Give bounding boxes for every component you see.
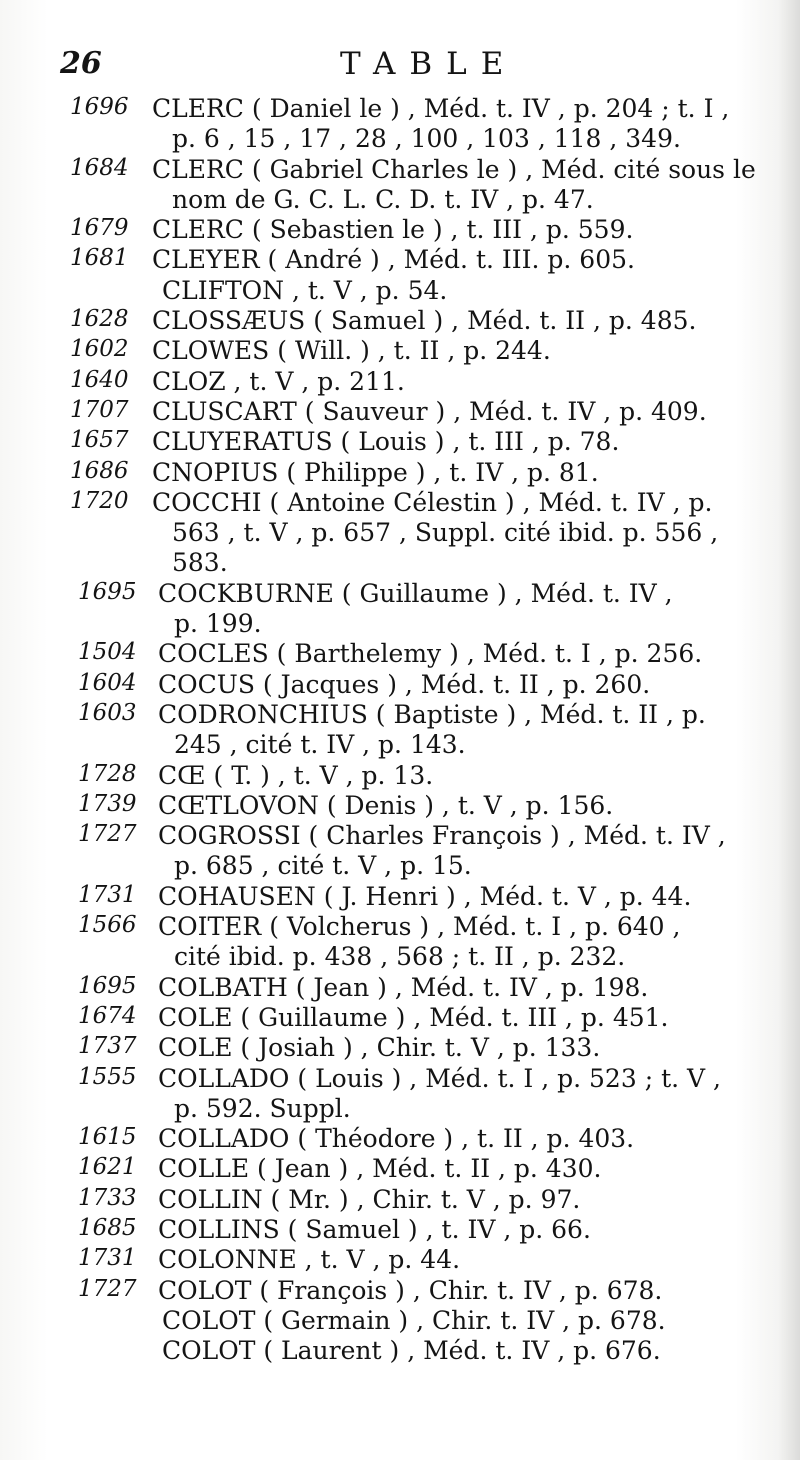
entry-heading-line: COLOT ( François ) , Chir. t. IV , p. 678.: [158, 1275, 663, 1305]
entry-year: 1695: [78, 972, 137, 999]
entry-year: 1621: [78, 1154, 137, 1181]
index-entry: [0, 882, 800, 912]
entry-year: 1566: [78, 912, 137, 939]
index-entry: [0, 397, 800, 427]
entry-year: 1695: [78, 578, 137, 605]
entry-heading-line: COITER ( Volcherus ) , Méd. t. I , p. 640 ,: [158, 912, 681, 942]
index-entry: [0, 1306, 800, 1336]
entry-heading-line: CNOPIUS ( Philippe ) , t. IV , p. 81.: [152, 457, 599, 487]
entry-heading-line: COLLADO ( Louis ) , Méd. t. I , p. 523 ; t. V ,: [158, 1063, 721, 1093]
entry-year: 1674: [78, 1002, 137, 1029]
entry-heading-line: CLOSSÆUS ( Samuel ) , Méd. t. II , p. 485.: [152, 306, 697, 336]
entry-year: 1727: [78, 1275, 137, 1302]
entry-year: 1731: [78, 881, 137, 908]
entry-heading-line: CLERC ( Sebastien le ) , t. III , p. 559.: [152, 215, 634, 245]
index-entry: [0, 276, 800, 306]
entry-heading-line: COGROSSI ( Charles François ) , Méd. t. IV ,: [158, 821, 726, 851]
index-entry: [0, 1064, 800, 1125]
index-entry: [0, 791, 800, 821]
index-entry: [0, 1215, 800, 1245]
entry-heading-line: CLUSCART ( Sauveur ) , Méd. t. IV , p. 409.: [152, 396, 707, 426]
entry-year: 1733: [78, 1184, 137, 1211]
entry-year: 1686: [70, 457, 129, 484]
entry-continuation-line: p. 685 , cité t. V , p. 15.: [174, 851, 472, 881]
index-entry: [0, 1003, 800, 1033]
entry-heading-line: COLLIN ( Mr. ) , Chir. t. V , p. 97.: [158, 1184, 581, 1214]
index-entry: [0, 700, 800, 761]
entry-year: 1685: [78, 1214, 137, 1241]
entry-year: 1737: [78, 1033, 137, 1060]
entry-heading-line: COLBATH ( Jean ) , Méd. t. IV , p. 198.: [158, 972, 649, 1002]
entry-heading-line: COHAUSEN ( J. Henri ) , Méd. t. V , p. 44.: [158, 881, 692, 911]
index-entry: [0, 367, 800, 397]
entry-continuation-line: 563 , t. V , p. 657 , Suppl. cité ibid. p. 556 ,: [172, 518, 719, 548]
entry-heading-line: COCLES ( Barthelemy ) , Méd. t. I , p. 256.: [158, 639, 703, 669]
entry-year: 1628: [70, 306, 129, 333]
page-number: 26: [60, 46, 102, 81]
entry-continuation-line: 583.: [172, 548, 228, 578]
entry-heading-line: CLIFTON , t. V , p. 54.: [162, 275, 448, 305]
entry-heading-line: CŒ ( T. ) , t. V , p. 13.: [158, 760, 434, 790]
entry-year: 1684: [70, 154, 129, 181]
entry-year: 1707: [70, 396, 129, 423]
page-header: [60, 42, 760, 86]
index-entry: [0, 1336, 800, 1366]
index-entry: [0, 1033, 800, 1063]
entry-year: 1603: [78, 699, 137, 726]
entry-year: 1731: [78, 1245, 137, 1272]
entry-year: 1504: [78, 639, 137, 666]
entry-heading-line: COLE ( Josiah ) , Chir. t. V , p. 133.: [158, 1033, 601, 1063]
entry-heading-line: COLLE ( Jean ) , Méd. t. II , p. 430.: [158, 1154, 602, 1184]
entry-year: 1615: [78, 1124, 137, 1151]
entry-heading-line: COLLADO ( Théodore ) , t. II , p. 403.: [158, 1124, 635, 1154]
entry-continuation-line: cité ibid. p. 438 , 568 ; t. II , p. 232.: [174, 942, 626, 972]
entry-heading-line: COLOT ( Laurent ) , Méd. t. IV , p. 676.: [162, 1336, 661, 1366]
index-entry: [0, 670, 800, 700]
entry-year: 1555: [78, 1063, 137, 1090]
entry-continuation-line: p. 199.: [174, 609, 262, 639]
entry-year: 1657: [70, 427, 129, 454]
index-entry: [0, 488, 800, 579]
entry-year: 1696: [70, 94, 129, 120]
entry-heading-line: CLERC ( Daniel le ) , Méd. t. IV , p. 204 ; t. I ,: [152, 94, 730, 123]
entry-heading-line: CLUYERATUS ( Louis ) , t. III , p. 78.: [152, 427, 620, 457]
index-entry: [0, 306, 800, 336]
index-entry: [0, 427, 800, 457]
index-entry: [0, 1185, 800, 1215]
running-head: TABLE: [340, 46, 518, 82]
entry-heading-line: CLOWES ( Will. ) , t. II , p. 244.: [152, 336, 551, 366]
index-entry: [0, 215, 800, 245]
index-entry: [0, 1245, 800, 1275]
entry-year: 1602: [70, 336, 129, 363]
entry-year: 1720: [70, 487, 129, 514]
entry-year: 1739: [78, 790, 137, 817]
entry-year: 1728: [78, 760, 137, 787]
entry-heading-line: COCKBURNE ( Guillaume ) , Méd. t. IV ,: [158, 578, 673, 608]
index-entry: [0, 1276, 800, 1306]
index-entry: [0, 639, 800, 669]
index-entry: [0, 155, 800, 216]
index-entry: [0, 94, 800, 155]
entry-continuation-line: p. 6 , 15 , 17 , 28 , 100 , 103 , 118 , 349.: [172, 124, 681, 154]
index-entry: [0, 973, 800, 1003]
entry-continuation-line: 245 , cité t. IV , p. 143.: [174, 730, 466, 760]
entry-heading-line: COLOT ( Germain ) , Chir. t. IV , p. 678.: [162, 1305, 666, 1335]
entry-continuation-line: p. 592. Suppl.: [174, 1093, 351, 1123]
entry-heading-line: CLOZ , t. V , p. 211.: [152, 366, 405, 396]
entry-continuation-line: nom de G. C. L. C. D. t. IV , p. 47.: [172, 184, 594, 214]
index-entry: [0, 245, 800, 275]
entry-year: 1679: [70, 215, 129, 242]
entry-year: 1604: [78, 669, 137, 696]
entry-heading-line: COLONNE , t. V , p. 44.: [158, 1245, 461, 1275]
entry-year: 1681: [70, 245, 129, 272]
entry-heading-line: COCUS ( Jacques ) , Méd. t. II , p. 260.: [158, 669, 651, 699]
index-entry: [0, 458, 800, 488]
entry-heading-line: CLEYER ( André ) , Méd. t. III. p. 605.: [152, 245, 635, 275]
index-entry: [0, 579, 800, 640]
index-entry: [0, 336, 800, 366]
index-entry: [0, 1124, 800, 1154]
index-entries: [0, 94, 800, 1366]
entry-heading-line: COLE ( Guillaume ) , Méd. t. III , p. 451.: [158, 1002, 669, 1032]
entry-year: 1640: [70, 366, 129, 393]
index-entry: [0, 912, 800, 973]
index-entry: [0, 761, 800, 791]
entry-heading-line: CLERC ( Gabriel Charles le ) , Méd. cité sous le: [152, 154, 756, 184]
entry-year: 1727: [78, 821, 137, 848]
index-entry: [0, 1154, 800, 1184]
entry-heading-line: COLLINS ( Samuel ) , t. IV , p. 66.: [158, 1214, 591, 1244]
entry-heading-line: CŒTLOVON ( Denis ) , t. V , p. 156.: [158, 790, 614, 820]
index-entry: [0, 821, 800, 882]
entry-heading-line: CODRONCHIUS ( Baptiste ) , Méd. t. II , p.: [158, 699, 706, 729]
entry-heading-line: COCCHI ( Antoine Célestin ) , Méd. t. IV , p.: [152, 487, 713, 517]
